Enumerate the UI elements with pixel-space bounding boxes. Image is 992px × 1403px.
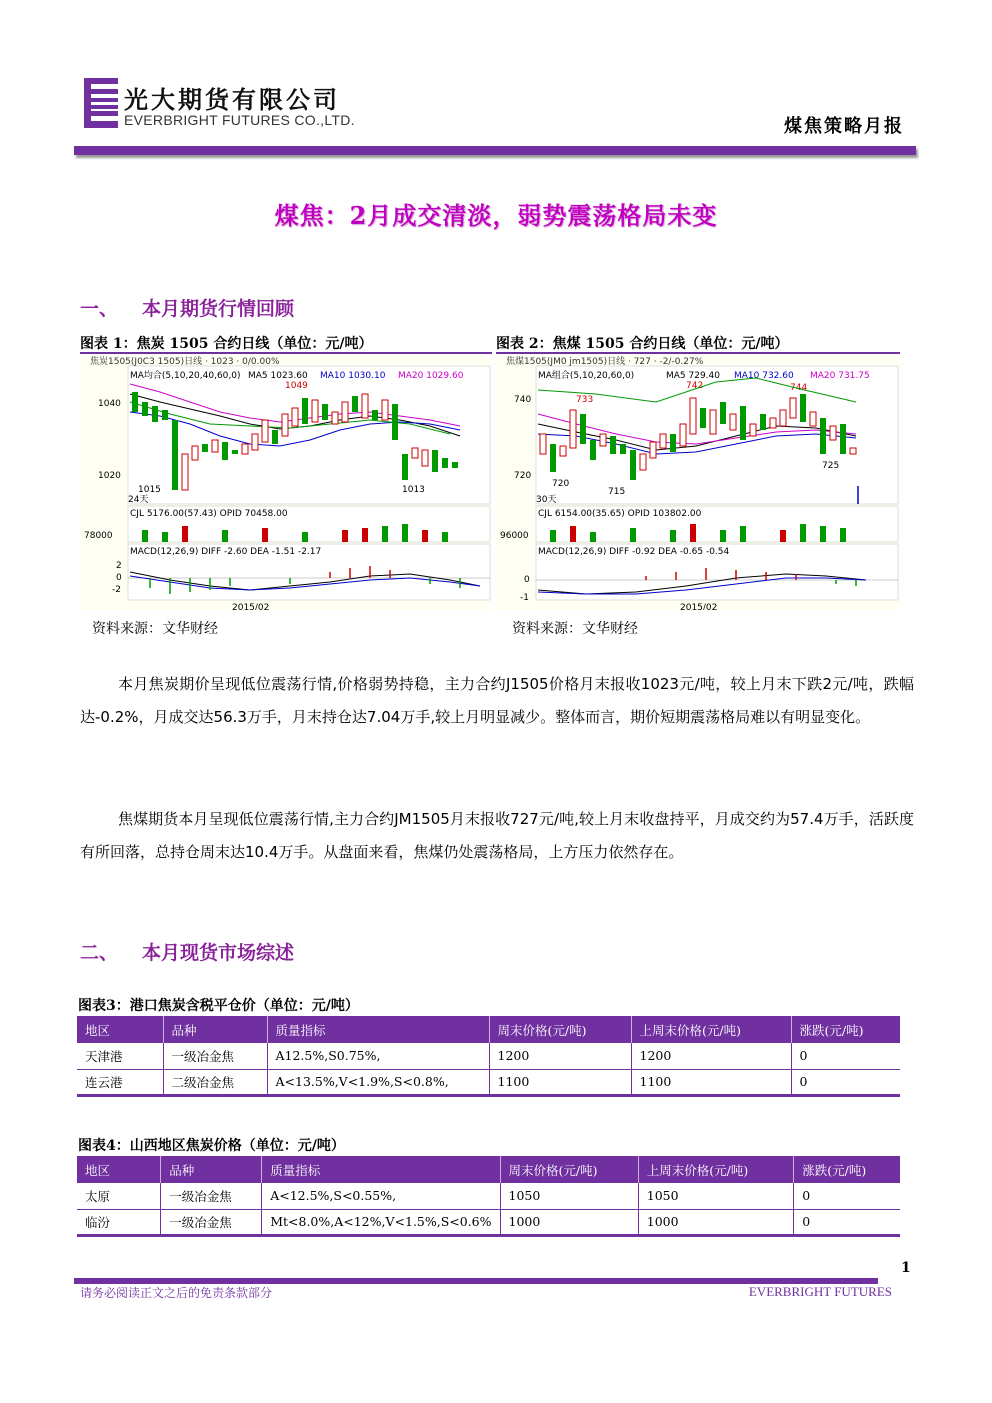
figure-2-chart [496, 352, 900, 610]
company-name-en: EVERBRIGHT FUTURES CO.,LTD. [124, 112, 355, 128]
table-cell: 1000 [500, 1209, 638, 1235]
fig2-725-label: 725 [822, 461, 840, 471]
table-cell: 临汾 [77, 1209, 161, 1235]
table-4-header-last-week-price: 上周末价格(元/吨) [638, 1156, 794, 1183]
table-cell: 1100 [631, 1069, 791, 1095]
fig2-macd-y-neg1: -1 [520, 593, 529, 603]
table-cell: 太原 [77, 1183, 161, 1209]
table-cell: 1050 [638, 1183, 794, 1209]
fig2-y-label-740: 740 [514, 395, 532, 405]
document-title: 煤焦：2月成交清淡，弱势震荡格局未变 [274, 201, 718, 230]
fig2-ma-text: MA组合(5,10,20,60,0) [538, 371, 635, 381]
paragraph-coke: 本月焦炭期价呈现低位震荡行情,价格弱势持稳，主力合约J1505价格月末报收1023元/吨，较上月末下跌2元/吨，跌幅达-0.2%，月成交达56.3万手，月末持仓达7.04万手,较上月明显减少。整体而言，期价短期震荡格局难以有明显变化。 [80, 675, 914, 726]
fig1-period: 24天 [128, 495, 149, 505]
table-cell: Mt<8.0%,A<12%,V<1.5%,S<0.6% [262, 1209, 500, 1235]
page-number: 1 [901, 1260, 911, 1276]
fig1-y-label-1020: 1020 [98, 471, 121, 481]
fig2-high2-label: 744 [790, 383, 808, 393]
fig2-volume-text: CJL 6154.00(35.65) OPID 103802.00 [538, 509, 702, 519]
table-4-header-change: 涨跌(元/吨) [794, 1156, 900, 1183]
figure-1-caption: 图表 1：焦炭 1505 合约日线（单位：元/吨） [80, 336, 373, 352]
fig2-733-label: 733 [576, 395, 594, 405]
fig2-ma10: MA10 732.60 [734, 371, 794, 381]
fig2-date-label: 2015/02 [680, 603, 718, 610]
table-cell: 1200 [489, 1043, 631, 1069]
table-cell: 0 [794, 1183, 900, 1209]
table-4 [77, 1156, 900, 1237]
fig1-volume-y: 78000 [84, 531, 113, 541]
fig1-ma-text: MA均合(5,10,20,40,60,0) [130, 371, 241, 381]
fig1-ma5: MA5 1023.60 [248, 371, 308, 381]
figure-2-caption: 图表 2：焦煤 1505 合约日线（单位：元/吨） [496, 336, 789, 352]
footer-brand: EVERBRIGHT FUTURES [748, 1284, 892, 1299]
table-cell: A<13.5%,V<1.9%,S<0.8%, [267, 1069, 489, 1095]
table-3-header-quality: 质量指标 [267, 1016, 489, 1043]
table-3 [77, 1016, 900, 1097]
section-2-number: 二、 [80, 942, 119, 964]
table-3-header-region: 地区 [77, 1016, 163, 1043]
section-1-heading [80, 294, 294, 321]
fig1-macd-y-0: 0 [116, 573, 122, 583]
table-3-header-week-price: 周末价格(元/吨) [489, 1016, 631, 1043]
fig1-macd-y-neg2: -2 [112, 585, 121, 595]
table-4-header-type: 品种 [161, 1156, 262, 1183]
table-3-header-change: 涨跌(元/吨) [791, 1016, 900, 1043]
table-cell: 1200 [631, 1043, 791, 1069]
table-3-header-last-week-price: 上周末价格(元/吨) [631, 1016, 791, 1043]
fig2-low-label: 720 [552, 479, 570, 489]
table-cell: 一级冶金焦 [163, 1043, 267, 1069]
table-row [77, 1069, 900, 1095]
figure-1-chart [80, 352, 492, 610]
table-row [77, 1043, 900, 1069]
fig1-high-label: 1049 [285, 381, 308, 391]
fig2-period: 30天 [536, 495, 557, 505]
table-cell: 1100 [489, 1069, 631, 1095]
company-name-cn: 光大期货有限公司 [124, 85, 340, 114]
paragraph-coking-coal: 焦煤期货本月呈现低位震荡行情,主力合约JM1505月末报收727元/吨,较上月末收盘持平，月成交约为57.4万手，活跃度有所回落，总持仓周末达10.4万手。从盘面来看，焦煤仍处震荡格局，上方压力依然存在。 [80, 810, 914, 861]
section-2-heading [80, 938, 294, 965]
fig1-y-label-1040: 1040 [98, 399, 121, 409]
company-logo [84, 78, 118, 128]
fig2-y-label-720: 720 [514, 471, 532, 481]
table-cell: 1000 [638, 1209, 794, 1235]
section-2-title: 本月现货市场综述 [142, 942, 295, 964]
fig1-macd-y-2: 2 [116, 561, 122, 571]
header-divider [74, 146, 916, 155]
report-name: 煤焦策略月报 [784, 116, 904, 137]
figure-2-source: 资料来源：文华财经 [512, 621, 638, 637]
table-cell: A12.5%,S0.75%, [267, 1043, 489, 1069]
section-1-number: 一、 [80, 298, 119, 320]
fig1-macd-text: MACD(12,26,9) DIFF -2.60 DEA -1.51 -2.17 [130, 547, 322, 557]
fig2-macd-text: MACD(12,26,9) DIFF -0.92 DEA -0.65 -0.54 [538, 547, 730, 557]
table-3-caption: 图表3：港口焦炭含税平仓价（单位：元/吨） [78, 998, 359, 1014]
figure-1-source: 资料来源：文华财经 [92, 621, 218, 637]
fig2-volume-y: 96000 [500, 531, 529, 541]
fig1-ma10: MA10 1030.10 [320, 371, 386, 381]
table-cell: 0 [791, 1069, 900, 1095]
table-cell: 天津港 [77, 1043, 163, 1069]
fig2-header-text: 焦煤1505(JM0 jm1505)日线 · 727 · -2/-0.27% [506, 357, 704, 367]
table-4-header-week-price: 周末价格(元/吨) [500, 1156, 638, 1183]
footer-disclaimer: 请务必阅读正文之后的免责条款部分 [80, 1286, 273, 1300]
table-4-header-quality: 质量指标 [262, 1156, 500, 1183]
table-row [77, 1209, 900, 1235]
section-1-title: 本月期货行情回顾 [142, 298, 295, 320]
fig2-high-label: 742 [686, 381, 704, 391]
table-cell: 0 [794, 1209, 900, 1235]
table-3-header-type: 品种 [163, 1016, 267, 1043]
table-cell: A<12.5%,S<0.55%, [262, 1183, 500, 1209]
table-row [77, 1183, 900, 1209]
table-cell: 1050 [500, 1183, 638, 1209]
fig1-low-label: 1015 [138, 485, 161, 495]
fig1-header-text: 焦炭1505(J0C3 1505)日线 · 1023 · 0/0.00% [90, 357, 280, 367]
table-cell: 0 [791, 1043, 900, 1069]
fig1-date-label: 2015/02 [232, 603, 270, 610]
table-4-header-region: 地区 [77, 1156, 161, 1183]
fig2-low2-label: 715 [608, 487, 626, 497]
table-cell: 连云港 [77, 1069, 163, 1095]
table-cell: 二级冶金焦 [163, 1069, 267, 1095]
table-4-caption: 图表4：山西地区焦炭价格（单位：元/吨） [78, 1138, 345, 1154]
table-cell: 一级冶金焦 [161, 1209, 262, 1235]
fig1-ma20: MA20 1029.60 [398, 371, 464, 381]
fig2-ma20: MA20 731.75 [810, 371, 870, 381]
fig2-ma5: MA5 729.40 [666, 371, 720, 381]
fig1-low2-label: 1013 [402, 485, 425, 495]
fig1-volume-text: CJL 5176.00(57.43) OPID 70458.00 [130, 509, 288, 519]
table-cell: 一级冶金焦 [161, 1183, 262, 1209]
fig2-macd-y-0: 0 [524, 575, 530, 585]
